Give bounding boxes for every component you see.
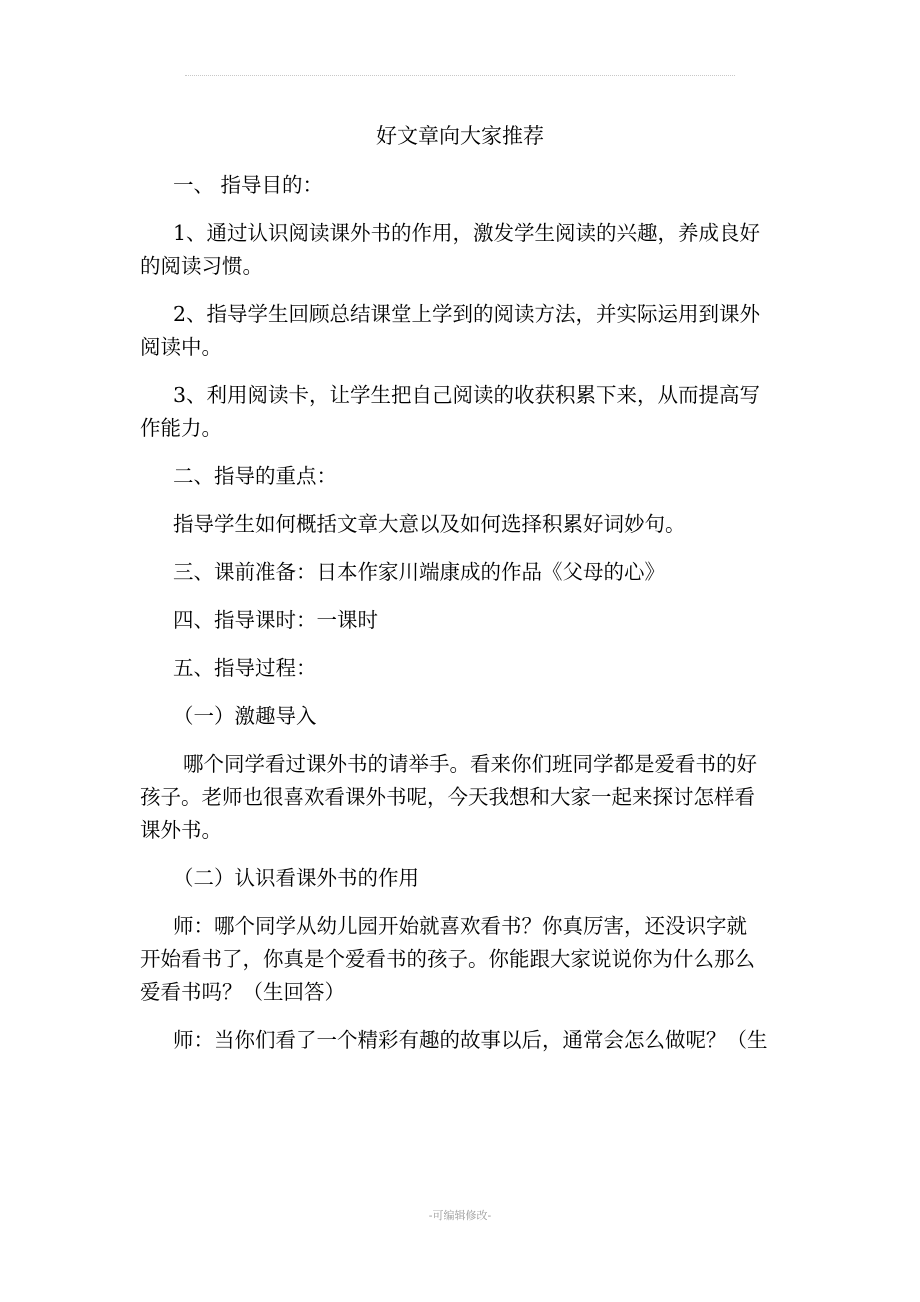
focus-text: 指导学生如何概括文章大意以及如何选择积累好词妙句。 bbox=[173, 512, 686, 536]
page-title: 好文章向大家推荐 bbox=[376, 124, 544, 148]
objective-3-paragraph bbox=[140, 379, 800, 445]
objective-2-line: 2、指导学生回顾总结课堂上学到的阅读方法，并实际运用到课外 bbox=[173, 302, 761, 326]
objective-1-paragraph bbox=[140, 217, 800, 283]
teacher-1-line: 师：哪个同学从幼儿园开始就喜欢看书？你真厉害，还没识字就 bbox=[173, 914, 747, 938]
step-1-paragraph bbox=[140, 748, 800, 847]
teacher-1-paragraph bbox=[140, 910, 800, 1009]
step-1-line: 课外书。 bbox=[140, 818, 222, 842]
teacher-2-line: 师：当你们看了一个精彩有趣的故事以后，通常会怎么做呢？（生 bbox=[173, 1028, 768, 1052]
header-divider bbox=[185, 75, 735, 76]
objectives-heading: 一、 指导目的： bbox=[173, 173, 324, 197]
step-2-heading: （二）认识看课外书的作用 bbox=[173, 866, 419, 890]
objective-2-line: 阅读中。 bbox=[140, 335, 222, 359]
document-body bbox=[140, 169, 800, 1057]
focus-heading: 二、指导的重点： bbox=[173, 464, 337, 488]
process-heading: 五、指导过程： bbox=[173, 656, 317, 680]
preparation-line: 三、课前准备：日本作家川端康成的作品《父母的心》 bbox=[173, 560, 665, 584]
teacher-1-line: 开始看书了，你真是个爱看书的孩子。你能跟大家说说你为什么那么 bbox=[140, 947, 755, 971]
objective-2-paragraph bbox=[140, 298, 800, 364]
step-1-heading: （一）激趣导入 bbox=[173, 704, 317, 728]
objective-3-line: 3、利用阅读卡，让学生把自己阅读的收获积累下来，从而提高写 bbox=[173, 383, 761, 407]
objective-3-line: 作能力。 bbox=[140, 416, 222, 440]
objective-1-line: 1、通过认识阅读课外书的作用，激发学生阅读的兴趣，养成良好 bbox=[173, 221, 761, 245]
step-1-line: 孩子。老师也很喜欢看课外书呢，今天我想和大家一起来探讨怎样看 bbox=[140, 785, 755, 809]
duration-line: 四、指导课时：一课时 bbox=[173, 608, 378, 632]
objective-1-line: 的阅读习惯。 bbox=[140, 254, 263, 278]
step-1-line: 哪个同学看过课外书的请举手。看来你们班同学都是爱看书的好 bbox=[183, 752, 757, 776]
teacher-1-line: 爱看书吗？（生回答） bbox=[140, 980, 345, 1004]
page-footer: -可编辑修改- bbox=[428, 1209, 492, 1222]
